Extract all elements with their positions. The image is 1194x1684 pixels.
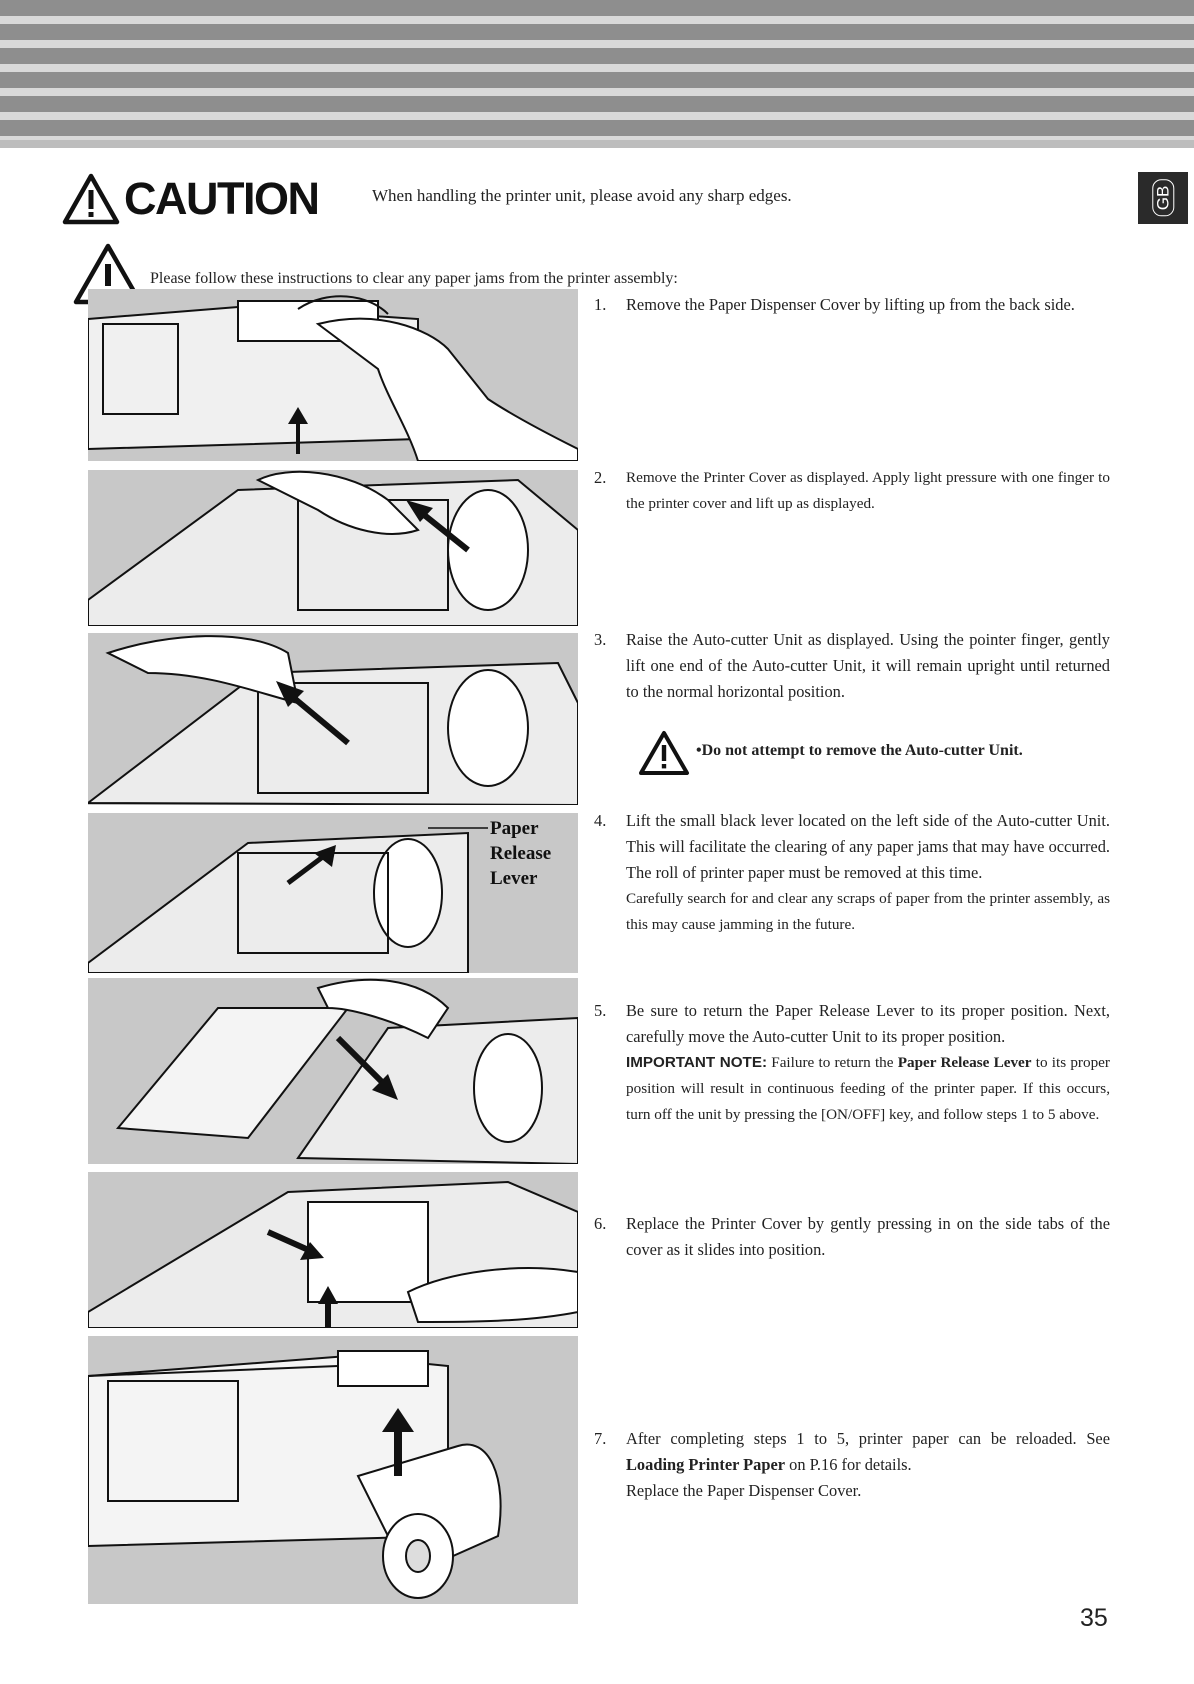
warning-text: •Do not attempt to remove the Auto-cutter Unit. (696, 742, 1023, 759)
note-bold: Paper Release Lever (897, 1054, 1032, 1071)
step-text: Raise the Auto-cutter Unit as displayed. Using the pointer finger, gently lift one end of the Auto-cutter Unit, it will remain upright until returned to the normal horizontal position. (626, 630, 1110, 701)
step-6 (594, 1211, 1110, 1263)
step-4 (594, 808, 1110, 938)
step-5 (594, 998, 1110, 1128)
figure-step-6 (88, 1172, 578, 1328)
important-note-label: IMPORTANT NOTE: (626, 1054, 768, 1071)
language-tab-label: GB (1152, 180, 1174, 217)
paper-release-lever-label (490, 816, 551, 891)
step-2 (594, 465, 1110, 517)
step-text: Remove the Paper Dispenser Cover by lifting up from the back side. (626, 295, 1075, 314)
step-number: 3. (594, 630, 607, 649)
header-stripes-edge (0, 140, 1194, 148)
figure-step-5 (88, 978, 578, 1164)
page-number: 35 (1080, 1604, 1108, 1632)
step-text: Remove the Printer Cover as displayed. Apply light pressure with one finger to the printer cover and lift up as displayed. (626, 469, 1110, 512)
warning-triangle-icon (62, 173, 120, 225)
caution-text: When handling the printer unit, please avoid any sharp edges. (372, 186, 792, 205)
label-line: Paper (490, 818, 539, 839)
important-note (626, 1050, 1110, 1128)
intro-text: Please follow these instructions to clear any paper jams from the printer assembly: (150, 270, 678, 287)
language-tab (1138, 172, 1188, 224)
step-number: 5. (594, 1001, 607, 1020)
warning-triangle-icon (638, 730, 690, 776)
step-number: 4. (594, 811, 607, 830)
caution-heading (62, 172, 318, 226)
step-text: Replace the Printer Cover by gently pressing in on the side tabs of the cover as it slides into position. (626, 1214, 1110, 1259)
label-line: Release (490, 843, 552, 864)
figure-step-2 (88, 470, 578, 626)
step-text (626, 1426, 1110, 1478)
note-text: to its proper position will result in continuous feeding of the printer paper. If this occurs, turn off the unit by pressing the [ON/OFF] key, and follow steps 1 to 5 above. (626, 1054, 1110, 1123)
label-line: Lever (490, 868, 538, 889)
figure-step-7 (88, 1336, 578, 1604)
step-text-part: After completing steps 1 to 5, printer paper can be reloaded. See (626, 1429, 1110, 1448)
step-7 (594, 1426, 1110, 1504)
figure-step-3 (88, 633, 578, 805)
figure-step-1 (88, 289, 578, 461)
step-text-part: on P.16 for details. (785, 1455, 912, 1474)
step-text-2: Carefully search for and clear any scraps of paper from the printer assembly, as this may cause jamming in the future. (626, 890, 1110, 933)
step-3-warning (638, 730, 1023, 776)
caution-title: CAUTION (124, 173, 319, 224)
step-number: 1. (594, 295, 607, 314)
header-stripes (0, 0, 1194, 148)
note-text: Failure to return the (767, 1054, 898, 1071)
step-number: 2. (594, 468, 607, 487)
step-text: Lift the small black lever located on the left side of the Auto-cutter Unit. This will facilitate the clearing of any paper jams that may have occurred. The roll of printer paper must be removed at this time. (626, 811, 1110, 882)
step-3 (594, 627, 1110, 705)
step-text-2: Replace the Paper Dispenser Cover. (626, 1481, 862, 1500)
step-text-bold: Loading Printer Paper (626, 1455, 786, 1474)
step-1 (594, 292, 1110, 318)
step-text: Be sure to return the Paper Release Lever to its proper position. Next, carefully move the Auto-cutter Unit to its proper position. (626, 1001, 1110, 1046)
step-number: 6. (594, 1214, 607, 1233)
step-number: 7. (594, 1429, 607, 1448)
